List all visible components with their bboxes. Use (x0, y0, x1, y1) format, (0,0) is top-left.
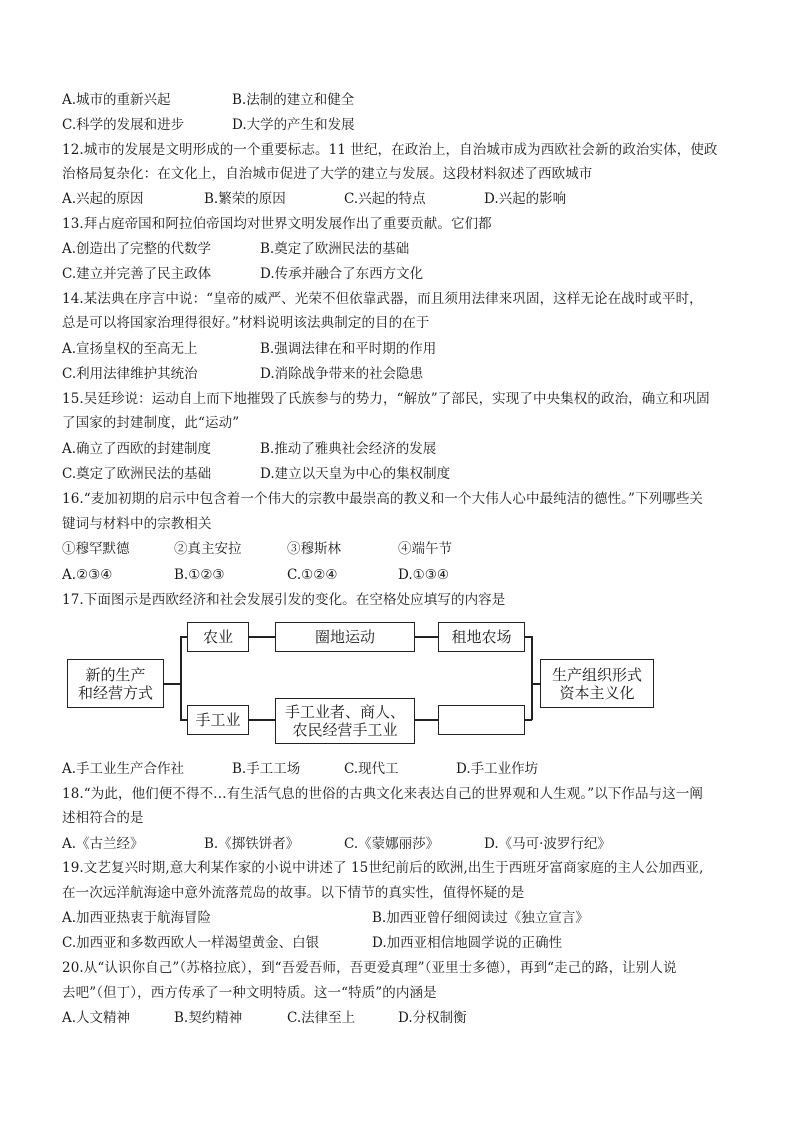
diagram-connector (531, 636, 533, 720)
q20-option-a: A.人文精神 (62, 1010, 131, 1026)
q15-option-a: A.确立了西欧的封建制度 (62, 441, 212, 457)
q17-option-b: B.手工工场 (232, 761, 301, 777)
diagram-box-agriculture: 农业 (187, 622, 249, 652)
q19-option-a: A.加西亚热衷于航海冒险 (62, 910, 212, 926)
q19-stem-line-1: 19.文艺复兴时期,意大利某作家的小说中讲述了 15世纪前后的欧洲,出生于西班牙富商家庭的主人公加西亚, (62, 860, 704, 876)
q19-stem-line-2: 在一次远洋航海途中意外流落荒岛的故事。以下情节的真实性，值得怀疑的是 (62, 885, 525, 901)
q20-stem-line-1: 20.从“认识你自己”（苏格拉底），到“吾爱吾师，吾更爱真理”（亚里士多德），再到“走己的路，让别人说 (62, 960, 677, 976)
diagram-box-producers (275, 698, 415, 744)
q16-option-a: A.②③④ (62, 567, 113, 583)
diagram-box-producers-line-2: 农民经营手工业 (292, 721, 398, 739)
q12-stem-line-2: 治格局复杂化：在文化上，自治城市促进了大学的建立与发展。这段材料叙述了西欧城市 (62, 166, 593, 182)
q19-option-d: D.加西亚相信地圆学说的正确性 (372, 935, 563, 951)
q14-stem-line-1: 14.某法典在序言中说：“皇帝的威严、光荣不但依靠武器，而且须用法律来巩固，这样无论在战时或平时， (62, 291, 703, 307)
diagram-box-new-mode-line-2: 和经营方式 (77, 683, 153, 702)
diagram-box-result-line-1: 生产组织形式 (551, 665, 642, 684)
q16-item-2: ②真主安拉 (174, 541, 242, 557)
q13-option-a: A.创造出了完整的代数学 (62, 241, 212, 257)
q12-option-a: A.兴起的原因 (62, 191, 144, 207)
q12-option-c: C.兴起的特点 (344, 191, 426, 207)
q19-option-c: C.加西亚和多数西欧人一样渴望黄金、白银 (62, 935, 320, 951)
q18-option-c: C.《蒙娜丽莎》 (344, 836, 440, 852)
q14-stem-line-2: 总是可以将国家治理得很好。”材料说明该法典制定的目的在于 (62, 315, 430, 331)
diagram-connector (248, 636, 275, 638)
q12-option-d: D.兴起的影响 (484, 191, 567, 207)
q18-option-b: B.《掷铁饼者》 (204, 836, 300, 852)
q17-option-d: D.手工业作坊 (456, 761, 539, 777)
q15-option-c: C.奠定了欧洲民法的基础 (62, 466, 212, 482)
q16-stem-line-2: 键词与材料中的宗教相关 (62, 516, 212, 532)
q15-stem-line-1: 15.吴廷珍说：运动自上而下地摧毁了氏族参与的势力，“解放”了部民，实现了中央集权的政治，确立和巩固 (62, 391, 710, 407)
q20-stem-line-2: 去吧”（但丁），西方传承了一种文明特质。这一“特质”的内涵是 (62, 985, 437, 1001)
q16-stem-line-1: 16.“麦加初期的启示中包含着一个伟大的宗教中最崇高的教义和一个大伟人心中最纯洁的德性。”下列哪些关 (62, 491, 704, 507)
diagram-connector (414, 719, 438, 721)
q14-option-d: D.消除战争带来的社会隐患 (260, 366, 424, 382)
q13-stem-line-1: 13.拜占庭帝国和阿拉伯帝国均对世界文明发展作出了重要贡献。它们都 (62, 216, 492, 232)
q16-item-3: ③穆斯林 (287, 541, 341, 557)
q12-option-b: B.繁荣的原因 (204, 191, 286, 207)
q20-option-d: D.分权制衡 (398, 1010, 467, 1026)
diagram-connector (248, 719, 275, 721)
q18-stem-line-2: 述相符合的是 (62, 810, 144, 826)
q20-option-c: C.法律至上 (287, 1010, 356, 1026)
diagram-box-handicraft: 手工业 (187, 705, 249, 735)
q14-option-b: B.强调法律在和平时期的作用 (260, 341, 437, 357)
diagram-box-new-mode-line-1: 新的生产 (85, 665, 146, 684)
q16-option-c: C.①②④ (287, 567, 338, 583)
diagram-connector (180, 636, 182, 720)
diagram-connector (163, 683, 181, 685)
q11-option-b: B.法制的建立和健全 (232, 92, 355, 108)
q13-option-c: C.建立并完善了民主政体 (62, 266, 212, 282)
q12-stem-line-1: 12.城市的发展是文明形成的一个重要标志。11 世纪，在政治上，自治城市成为西欧社会新的政治实体，使政 (62, 142, 718, 158)
q18-option-a: A.《古兰经》 (62, 836, 144, 852)
q18-option-d: D.《马可·波罗行纪》 (484, 836, 611, 852)
q16-item-1: ①穆罕默德 (62, 541, 130, 557)
diagram-box-result (540, 659, 654, 708)
diagram-box-new-mode (67, 659, 164, 708)
q14-option-a: A.宣扬皇权的至高无上 (62, 341, 198, 357)
q17-stem-line-1: 17.下面图示是西欧经济和社会发展引发的变化。在空格处应填写的内容是 (62, 592, 506, 608)
q11-option-a: A.城市的重新兴起 (62, 92, 171, 108)
q16-item-4: ④端午节 (398, 541, 452, 557)
q15-option-d: D.建立以天皇为中心的集权制度 (260, 466, 451, 482)
q20-option-b: B.契约精神 (174, 1010, 243, 1026)
q17-option-c: C.现代工 (344, 761, 399, 777)
q11-option-d: D.大学的产生和发展 (232, 117, 355, 133)
q13-option-d: D.传承并融合了东西方文化 (260, 266, 424, 282)
q16-option-b: B.①②③ (174, 567, 225, 583)
q15-option-b: B.推动了雅典社会经济的发展 (260, 441, 437, 457)
q13-option-b: B.奠定了欧洲民法的基础 (260, 241, 410, 257)
diagram-box-producers-line-1: 手工业者、商人、 (284, 703, 405, 721)
diagram-blank-box (438, 705, 525, 735)
q15-stem-line-2: 了国家的封建制度，此“运动” (62, 415, 240, 431)
q19-option-b: B.加西亚曾仔细阅读过《独立宣言》 (372, 910, 589, 926)
q17-option-a: A.手工业生产合作社 (62, 761, 185, 777)
q18-stem-line-1: 18.“为此，他们便不得不…有生活气息的世俗的古典文化来表达自己的世界观和人生观。”以下作品与这一阐 (62, 786, 704, 802)
diagram-box-result-line-2: 资本主义化 (559, 683, 635, 702)
diagram-box-enclosure: 圈地运动 (275, 622, 415, 652)
q14-option-c: C.利用法律维护其统治 (62, 366, 198, 382)
diagram-connector (414, 636, 438, 638)
diagram-box-tenant-farm: 租地农场 (438, 622, 525, 652)
q16-option-d: D.①③④ (398, 567, 449, 583)
q11-option-c: C.科学的发展和进步 (62, 117, 185, 133)
